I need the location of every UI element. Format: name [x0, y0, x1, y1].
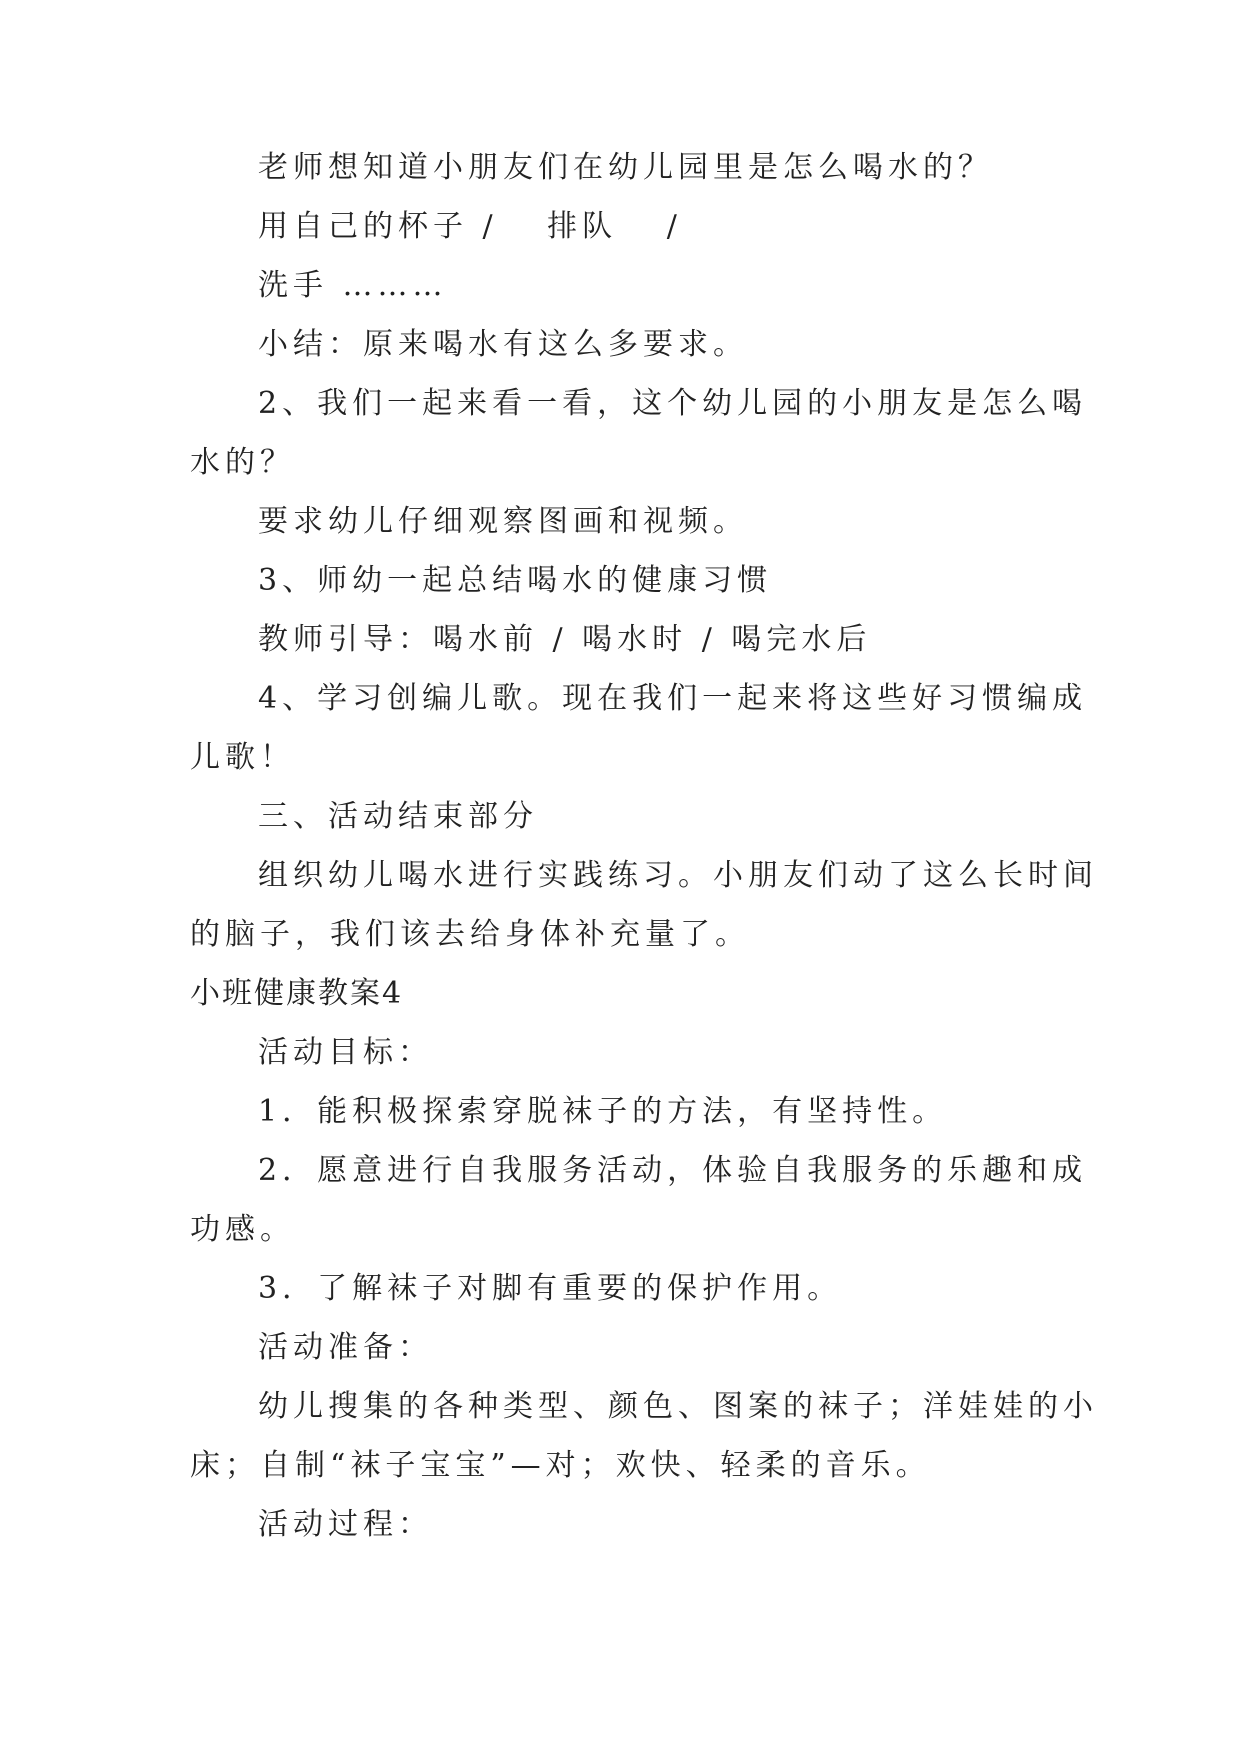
- paragraph-line: 3、师幼一起总结喝水的健康习惯: [258, 563, 773, 598]
- paragraph-line: 水的？: [190, 445, 295, 480]
- paragraph-line: 老师想知道小朋友们在幼儿园里是怎么喝水的？: [258, 150, 993, 185]
- paragraph-line: 床；自制“袜子宝宝”—对；欢快、轻柔的音乐。: [190, 1448, 931, 1483]
- paragraph-line: 组织幼儿喝水进行实践练习。小朋友们动了这么长时间: [258, 858, 1098, 893]
- paragraph-line: 要求幼儿仔细观察图画和视频。: [258, 504, 748, 539]
- paragraph-line: 教师引导：喝水前 / 喝水时 / 喝完水后: [258, 622, 872, 657]
- paragraph-line: 小结：原来喝水有这么多要求。: [258, 327, 748, 362]
- paragraph-line: 幼儿搜集的各种类型、颜色、图案的袜子；洋娃娃的小: [258, 1389, 1098, 1424]
- paragraph-line: 3．了解袜子对脚有重要的保护作用。: [258, 1271, 843, 1306]
- paragraph-line: 用自己的杯子 / 排队 /: [258, 209, 682, 244]
- paragraph-line: 的脑子，我们该去给身体补充量了。: [190, 917, 750, 952]
- lesson-title: 小班健康教案4: [190, 976, 404, 1011]
- paragraph-line: 功感。: [190, 1212, 295, 1247]
- section-heading: 活动准备：: [258, 1330, 433, 1365]
- paragraph-line: 洗手 ………: [258, 268, 448, 303]
- section-heading: 三、活动结束部分: [258, 799, 538, 834]
- paragraph-line: 4、学习创编儿歌。现在我们一起来将这些好习惯编成: [258, 681, 1088, 716]
- paragraph-line: 2、我们一起来看一看，这个幼儿园的小朋友是怎么喝: [258, 386, 1088, 421]
- section-heading: 活动目标：: [258, 1035, 433, 1070]
- section-heading: 活动过程：: [258, 1507, 433, 1542]
- paragraph-line: 儿歌！: [190, 740, 295, 775]
- paragraph-line: 1．能积极探索穿脱袜子的方法，有坚持性。: [258, 1094, 948, 1129]
- paragraph-line: 2．愿意进行自我服务活动，体验自我服务的乐趣和成: [258, 1153, 1088, 1188]
